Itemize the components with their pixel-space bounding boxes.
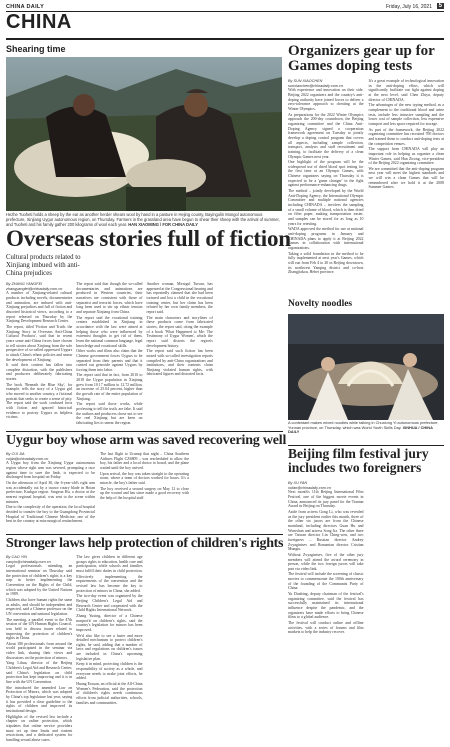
- overseas-paragraph: The report said such fiction has been mixed with so-called investigation reports compiled by anti-China organizations and institutions, and their contents claim Xinjiang violated human rights, with fabricated figures and distorted facts.: [146, 349, 213, 377]
- beijing-paragraph: Yu Dunbing, deputy chairman of the festival's organizing committee, said the festival has successfully maintained its international influence despite the pandemic, and the organizers have made efforts to bring Chinese films to a global audience.: [288, 592, 364, 620]
- overseas-byline-name: By ZHANG YANGFEI: [6, 282, 43, 286]
- children-paragraph: The law gives children in different age groups rights to education, health care and participation, while schools and families must fulfill their duties in child protection.: [76, 555, 143, 573]
- children-paragraph: We'd also like to see a faster and more detailed mechanism to protect children's rights, he said, adding that a number of laws and regulations on children's issues are included in China's upcoming legislative plan.: [76, 633, 143, 661]
- organizers-paragraph: The support from CHINADA will play an important role in helping us organize a clean Winter Games, said Han Zirong, vice-president of the Beijing 2022 organizing committee.: [368, 147, 444, 166]
- uygur-rule: [6, 431, 283, 432]
- children-paragraph: Keep it in mind, protecting children is the responsibility of society as a whole, and everyone needs to make joint efforts, he added.: [76, 662, 143, 681]
- novelty-photo: [288, 314, 444, 420]
- organizers-byline-email: sunxiaochen@chinadaily.com.cn: [288, 83, 344, 88]
- shearing-caption-credit: HAN XIAOMING / FOR CHINA DAILY: [128, 222, 198, 227]
- uygur-paragraph: The last flight to Urumqi that night – China Southern Airlines Flight CZ6809 – was rescheduled to allow the boy, his father and a local doctor to board, and the plane waited until the boy arrived.: [100, 452, 189, 470]
- overseas-paragraph: The report said that though the so-called documentaries and animations are produced in Western countries, their narratives are consistent with those of separatist and terrorist forces, which have long been used to stir up ethnic tension and separate Xinjiang from China.: [76, 282, 143, 314]
- shearing-photo: [6, 57, 282, 211]
- overseas-paragraph: Another woman, Mirsigul Tursun, has appeared at the Congressional hearing and has repeatedly claimed that she had been tortured and lost a child in the vocational training center, but her claim has been refuted by her own family members, the report said.: [146, 282, 213, 314]
- beijing-paragraph: Aside from actress Gong Li, who was revealed as the jury president earlier this month, three of the other six jurors are from the Chinese mainland, including directors Guan Hu and Wuershan and actress Song Jia. The other three are Taiwan director Lin Ching-wen, and two foreigners – Russian director Andrey Zvyagintsev and Romanian director Cristian Mungiu.: [288, 509, 364, 552]
- organizers-paragraph: WADA approved the method for use at national anti-doping programs in January and CHINADA plans to apply it at Beijing 2022 Games in collaboration with international organizations.: [288, 227, 364, 250]
- uygur-byline-name: By CUI JIA: [6, 452, 25, 456]
- beijing-paragraph: The festival will conduct online and offline activities, with a series of forums and film markets to help the industry recover.: [288, 621, 364, 635]
- uygur-byline: [6, 452, 95, 461]
- overseas-paragraph: The report said that in fact, from 2010 to 2018 the Uygur population in Xinjiang grew from 10.17 million to 12.72 million, an increase of 25.04 percent, higher than the growth rate of the entire population of Xinjiang.: [76, 373, 143, 401]
- section-title: CHINA: [6, 11, 72, 33]
- organizers-paragraph: It's a great example of technological innovation in the anti-doping effort, which will significantly facilitate our fight against doping at the next level, said Chen Zhiyu, deputy director of CHINADA.: [368, 79, 444, 102]
- organizers-paragraph: With experience and innovation on their side, Beijing 2022 organizers and the country's anti-doping authority have joined forces to deliver a zero-tolerance approach to cheating at the Winter Olympics.: [288, 88, 364, 111]
- novelty-photo-image: [288, 314, 444, 420]
- overseas-byline-email: zhangyangfei@chinadaily.com.cn: [6, 286, 63, 291]
- photo-kicker: Shearing time: [6, 44, 66, 54]
- children-byline: [6, 555, 72, 564]
- children-paragraph: Children also have human rights the same as adults, and should be independent and respected, said a Chinese professor on the UN convention and national legislation.: [6, 597, 73, 616]
- children-paragraph: The meeting, a parallel event to the 47th session of the UN Human Rights Council, was held to discuss issues related to improving the protection of children's rights in China.: [6, 617, 73, 641]
- overseas-paragraph: A number of Xinjiang-related cultural products including novels, documentaries and animation, are imbued with anti-Xinjiang prejudices and full of fiction and distorted historical views, according to a report released on Thursday by the Xinjiang Development Research Center.: [6, 291, 73, 324]
- masthead-logo: CHINA DAILY: [6, 4, 45, 10]
- beijing-headline: Beijing film festival jury includes two foreigners: [288, 446, 429, 475]
- overseas-byline: [6, 282, 72, 291]
- children-paragraph: Zhang Yuxing, director of a Chinese nonprofit on children's rights, said the country's legislation for minors has been improved.: [76, 613, 143, 632]
- novelty-caption: [288, 421, 444, 443]
- beijing-byline: [288, 481, 364, 490]
- uygur-paragraph: The boy received a second surgery on May 12 to close up the wound and has since made a good recovery with the help of the hospital staff.: [100, 486, 189, 500]
- children-rule: [6, 534, 283, 535]
- organizers-paragraph: As part of the framework, the Beijing 2022 organizing committee has recruited 700 doctors and trained them to conduct anti-doping tests at the competition venues.: [368, 127, 444, 146]
- overseas-paragraph: It said their content has fallen into complete distortion, with the publishers and producers deliberately fabricating stories.: [6, 363, 73, 382]
- overseas-paragraph: The report said those works, while professing to tell the truth, are fake. It said the authors and producers chose not to see the real Xinjiang but are keen on fabricating lies to smear the region.: [76, 402, 143, 426]
- organizers-paragraph: As preparations for the 2022 Winter Olympics approach the 200-day countdown, the Beijing organizing committee and the China Anti-Doping Agency signed a cooperation framework agreement on Tuesday to jointly develop a doping control program that covers all aspects, including sample collection, transport, analysis and staff recruitment and training, to facilitate the delivery of a clean Olympic Games next year.: [288, 112, 364, 159]
- beijing-paragraph: Without Zvyagintsev, five of the other jury members will attend the award ceremony in person, while the two foreign jurors will take part via video link.: [288, 552, 364, 571]
- organizers-article: [288, 44, 444, 75]
- organizers-paragraph: Taking a solid foundation in the method to be fully implemented at next year's Games, which will run from Feb 4 to 20 in Beijing downtown, its northwest Yanqing district and co-host Zhangjiakou, Hebei province.: [288, 251, 364, 275]
- novelty-caption-credit: XINHUA / CHINA DAILY: [288, 424, 433, 435]
- organizers-byline-name: By SUN XIAOCHEN: [288, 79, 323, 83]
- uygur-paragraph: On the afternoon of April 30, the 6-year-old's right arm was accidentally cut by a tractor rotary blade in Hotan prefecture, Kashgar region. Surgeon Hu, a doctor at the nearest regional hospital, was sent to the scene within minutes.: [6, 480, 95, 504]
- overseas-deck: [6, 254, 86, 284]
- children-paragraph: Highlights of the revised law include a chapter on online protection, which stipulates that online service providers must set up time limits and content restrictions, and a dedicated system for handling sexual abuse cases.: [6, 714, 73, 742]
- beijing-article: [288, 447, 444, 475]
- novelty-block: [288, 300, 444, 310]
- organizers-body: [288, 79, 444, 275]
- beijing-paragraph: Next month's 11th Beijing International Film Festival, one of the biggest movie events in China, announced its jury panel for the Tiantan Award in Beijing on Thursday.: [288, 490, 364, 509]
- overseas-deck-text: Cultural products related to Xinjiang imbued with anti-China prejudices: [6, 254, 81, 277]
- novelty-caption-text: A contestant makes mixed noodles while talking in Chuxiong Yi autonomous prefecture, Yunnan province, on Thursday, which was World Youth Skills Day.: [288, 421, 439, 430]
- children-paragraph: Effectively implementing the requirements of the convention and the revised law has become the key to protection of minors in China, she added.: [76, 574, 143, 593]
- children-paragraph: The two-day event was organized by the Beijing Children's Legal Aid and Research Center and cooperated with the Child Rights International Network.: [76, 594, 143, 613]
- uygur-paragraph: Due to the complexity of the operation, the local hospital decided to transfer the boy to the Guangdong Provincial Hospital of Traditional Chinese Medicine, one of the best in the country at microsurgical reattachment.: [6, 505, 95, 524]
- uygur-headline: Uygur boy whose arm was saved recovering well: [6, 433, 287, 448]
- shearing-caption: [6, 212, 283, 227]
- shearing-photo-image: [6, 57, 282, 211]
- overseas-paragraph: Other works and films also claim that the Chinese government forces Uygurs to be separated from their parents and that it carried out genocide against Uygurs by forcing them into labor.: [76, 349, 143, 372]
- organizers-byline: [288, 79, 364, 88]
- beijing-paragraph: The festival will include the screening of classic movies to commemorate the 100th anniversary of the founding of the Communist Party of China.: [288, 572, 364, 591]
- shearing-caption-text: Hezhe Tuoheti holds a sheep by the ear as another herder shears wool by hand in a pasture in Hejing county, Bayingolin Mongol autonomous prefecture, Xinjiang Uygur autonomous region, on Thursday. Farmers in the grassland area have begun to shear their sheep with the arrival of summer, and Tuoheti and his family gather 200 kilograms of wool each year.: [6, 212, 280, 227]
- children-paragraph: Yang Lihua, director of the Beijing Children's Legal Aid and Research Center, said China's legislation on child protection has kept improving and it is in line with the UN Convention.: [6, 661, 73, 685]
- beijing-body: [288, 481, 444, 743]
- uygur-byline-email: cuijia@chinadaily.com.cn: [6, 456, 49, 461]
- children-byline-email: caoyin@chinadaily.com.cn: [6, 559, 51, 564]
- organizers-paragraph: We are committed that the anti-doping program next year will meet the highest standards and we will win a clean Games that will be remembered after we hold it at the 2008 Summer Games.: [368, 166, 444, 190]
- organizers-paragraph: One highlight of the program will be the widespread use of dried blood spot testing for the first time at an Olympic Games, with Chinese organizers saying on Thursday it is expected to be a 'game changer' in the fight against performance-enhancing drugs.: [288, 160, 364, 188]
- masthead-date: Friday, July 16, 2021: [385, 4, 432, 10]
- novelty-kicker: Novelty noodles: [288, 299, 353, 309]
- organizers-headline: Organizers gear up for Games doping tests: [288, 43, 435, 75]
- uygur-paragraph: Upon arrival, the boy was taken straight to the operating room, where a team of doctors worked for hours. It's a miracle, the boy's father said.: [100, 471, 189, 485]
- overseas-paragraph: The report said the vocational training centers established in Xinjiang in accordance with the law were aimed at helping those who were influenced by extremist thoughts to get rid of them, learn the national common language, legal knowledge and vocational skills.: [76, 315, 143, 348]
- uygur-body: [6, 452, 283, 532]
- children-paragraph: She introduced the amended Law on Protection of Minors, which was adopted by China's top legislature last year, saying it has provided a clear guideline to the rights of children and improved its institutional design.: [6, 685, 73, 713]
- organizers-paragraph: The advantages of the new typing method, as a complement to the traditional blood and urine tests, include less intrusive sampling and the lower cost of sample collection, less expensive transport and less space required for storage.: [368, 103, 444, 126]
- overseas-paragraph: The main characters and storylines of these products come from fabricated stories, the report said, citing the example of a book 'What Happened to Me: The Testimony of Uygur Women', which the report said distorts the region's development history.: [146, 315, 213, 348]
- overseas-paragraph: The report, titled 'Fiction and Truth: the Xinjiang Story in Overseas Anti-China Cultural Products', said that in recent years some anti-China forces have chosen to tell stories about Xinjiang from the sole perspective of so-called oppressed Uygurs to attack China's ethnic policies and smear the development of Xinjiang.: [6, 324, 73, 362]
- children-body: [6, 555, 283, 743]
- overseas-body: [6, 282, 283, 430]
- page-number: 5: [438, 3, 442, 9]
- children-paragraph: About 180 professionals from around the world participated in the seminar via video link, sharing their views and discussions on the protection of minors.: [6, 641, 73, 660]
- overseas-paragraph: The book 'Beneath the Blue Sky', for example, tells the story of a Uygur girl who moved to another country, a fictional portrait that seeks to create a sense of pity. The report said the work confused facts with fiction and ignored historical evidence to portray Uygurs as helpless victims.: [6, 382, 73, 420]
- children-paragraph: Huang Erxuan, an official at the All-China Women's Federation, said the protection of children's rights needs continuous efforts from judicial authorities, schools, families and communities.: [76, 682, 143, 705]
- children-headline: Stronger laws help protection of children's rights: [6, 536, 284, 551]
- children-paragraph: Legal professionals attending an international seminar on Thursday said the protection of children's rights is a key step in better implementing the Convention on the Rights of the Child, which was adopted by the United Nations in 1989.: [6, 564, 73, 597]
- organizers-paragraph: The method – jointly developed by the World Anti-Doping Agency, the International Olympic Committee and multiple national agencies including CHINADA – involves the sampling of a small volume of blood, which is then dried on filter paper, making transportation easier, and samples can be stored for as long as 10 years for retesting.: [288, 189, 364, 226]
- section-rule: [6, 38, 444, 40]
- uygur-paragraph: A Uygur boy from the Xinjiang Uygur autonomous region whose right arm was severed, prompting a race against time to save the limb, is expected to be discharged from hospital on Friday.: [6, 461, 95, 480]
- overseas-headline: Overseas stories full of fiction: [6, 226, 291, 251]
- beijing-byline-name: By XU FAN: [288, 481, 308, 485]
- beijing-byline-email: xufan@chinadaily.com.cn: [288, 485, 332, 490]
- children-byline-name: By CAO YIN: [6, 555, 28, 559]
